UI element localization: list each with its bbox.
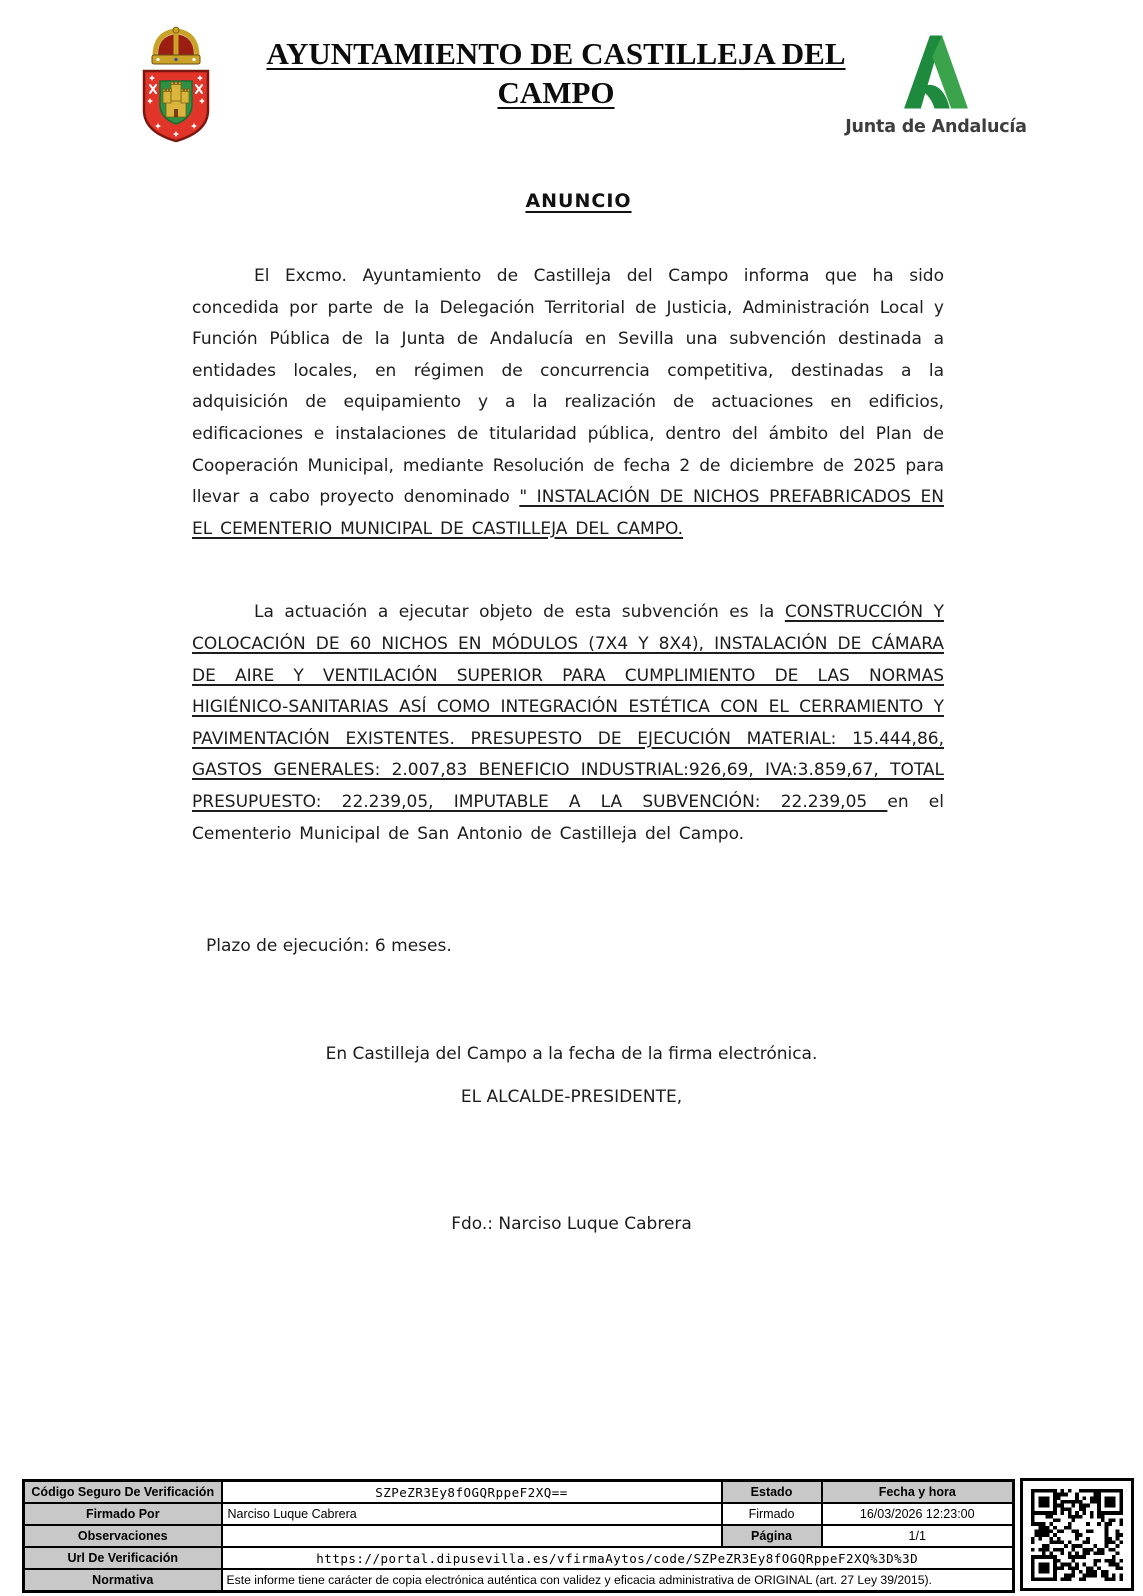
- fecha-label-cell: Fecha y hora: [822, 1481, 1014, 1504]
- csv-value-cell: SZPeZR3Ey8fOGQRppeF2XQ==: [222, 1481, 722, 1504]
- text-run: La actuación a ejecutar objeto de esta subvención es la: [254, 602, 785, 623]
- junta-logo: [838, 28, 1034, 137]
- junta-a-icon: [898, 28, 974, 116]
- document-body: [192, 261, 944, 850]
- text-run: en el Cementerio Municipal de San Antonio de Castilleja del Campo.: [192, 791, 944, 844]
- signature-line: Fdo.: Narciso Luque Cabrera: [451, 1214, 692, 1234]
- text-run: El Excmo. Ayuntamiento de Castilleja del Campo informa que ha sido concedida por parte de la Delegación Territorial de Justicia, Administración Local y Función Pública de la Junta de Andalucía en Sevilla una subvención destinada a entidades locales, en régimen de concurrencia competitiva, destinadas a la adquisición de equipamiento y a la realización de actuaciones en edificios, edificaciones e instalaciones de titularidad pública, dentro del ámbito del Plan de Cooperación Municipal, mediante Resolución de fecha 2 de diciembre de 2025 para llevar a cabo proyecto denominado: [192, 266, 944, 508]
- pagina-value-cell: 1/1: [822, 1525, 1014, 1547]
- document-heading: ANUNCIO: [525, 190, 632, 212]
- firmado-value-cell: Narciso Luque Cabrera: [222, 1503, 722, 1525]
- normativa-label-cell: Normativa: [24, 1569, 222, 1592]
- observaciones-label-cell: Observaciones: [24, 1525, 222, 1547]
- url-label-cell: Url De Verificación: [24, 1547, 222, 1569]
- firmado-label-cell: Firmado Por: [24, 1503, 222, 1525]
- text-run: " INSTALACIÓN DE NICHOS PREFABRICADOS EN EL CEMENTERIO MUNICIPAL DE CASTILLEJA DEL CAMPO.: [192, 487, 944, 539]
- estado-value-cell: Firmado: [722, 1503, 822, 1525]
- csv-label-cell: Código Seguro De Verificación: [24, 1481, 222, 1504]
- verification-table: [22, 1479, 1015, 1593]
- paragraph-subvencion: [192, 261, 944, 545]
- org-title-line2: CAMPO: [497, 75, 615, 110]
- table-row: [24, 1481, 1014, 1504]
- pagina-label-cell: Página: [722, 1525, 822, 1547]
- junta-logo-label: Junta de Andalucía: [845, 117, 1027, 137]
- coat-of-arms-icon: [136, 24, 216, 144]
- signer-role: EL ALCALDE-PRESIDENTE,: [460, 1087, 683, 1107]
- paragraph-actuacion: [192, 597, 944, 850]
- qr-code: [1031, 1489, 1123, 1581]
- normativa-value-cell: Este informe tiene carácter de copia electrónica auténtica con validez y eficacia administrativa de ORIGINAL (art. 27 Ley 39/2015).: [222, 1569, 1014, 1592]
- table-row: [24, 1525, 1014, 1547]
- observaciones-value-cell: [222, 1525, 722, 1547]
- url-value-cell: https://portal.dipusevilla.es/vfirmaAytos/code/SZPeZR3Ey8fOGQRppeF2XQ%3D%3D: [222, 1547, 1014, 1569]
- place-date-line: En Castilleja del Campo a la fecha de la firma electrónica.: [325, 1044, 818, 1064]
- fecha-value-cell: 16/03/2026 12:23:00: [822, 1503, 1014, 1525]
- estado-label-cell: Estado: [722, 1481, 822, 1504]
- qr-code-box: [1020, 1478, 1134, 1591]
- table-row: [24, 1569, 1014, 1592]
- page-title: [232, 34, 880, 112]
- text-run: CONSTRUCCIÓN Y COLOCACIÓN DE 60 NICHOS EN MÓDULOS (7X4 Y 8X4), INSTALACIÓN DE CÁMARA DE AIRE Y VENTILACIÓN SUPERIOR PARA CUMPLIMIENTO DE LAS NORMAS HIGIÉNICO-SANITARIAS ASÍ COMO INTEGRACIÓN ESTÉTICA CON EL CERRAMIENTO Y PAVIMENTACIÓN EXISTENTES. PRESUPESTO DE EJECUCIÓN MATERIAL: 15.444,86, GASTOS GENERALES: 2.007,83 BENEFICIO INDUSTRIAL:926,69, IVA:3.859,67, TOTAL PRESUPUESTO: 22.239,05, IMPUTABLE A LA SUBVENCIÓN: 22.239,05: [192, 602, 944, 812]
- execution-period: Plazo de ejecución: 6 meses.: [206, 936, 452, 956]
- table-row: [24, 1547, 1014, 1569]
- table-row: [24, 1503, 1014, 1525]
- org-title-line1: AYUNTAMIENTO DE CASTILLEJA DEL: [266, 36, 846, 71]
